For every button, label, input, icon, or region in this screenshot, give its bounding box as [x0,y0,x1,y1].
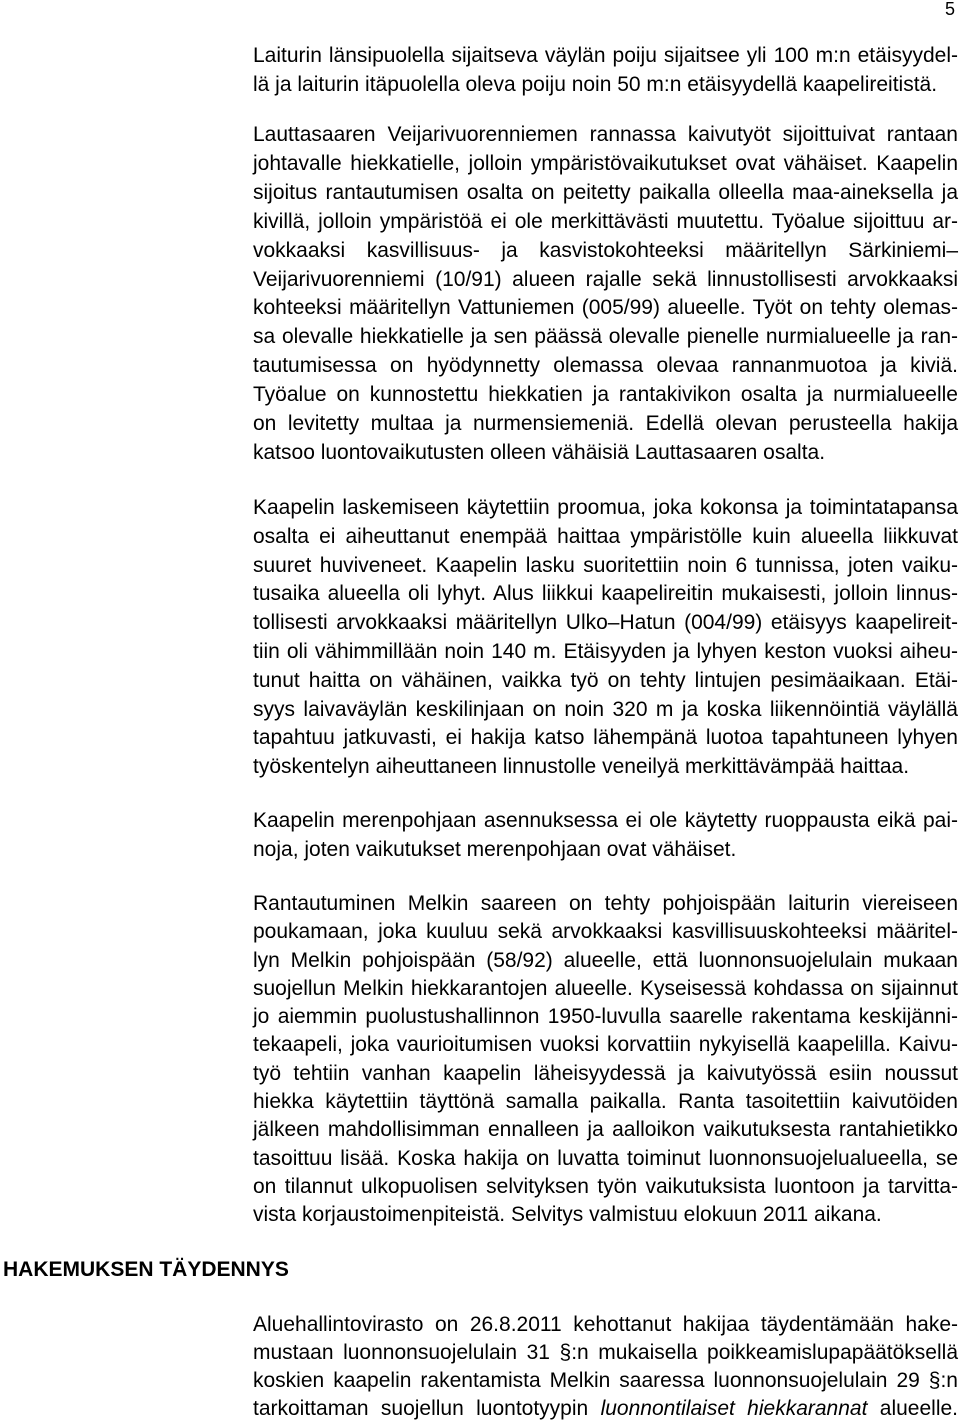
text-line: tautumisessa on hyödynnetty olemassa olevaa rannanmuotoa ja kiviä. [253,354,958,378]
text-line: Laiturin länsipuolella sijaitseva väylän poiju sijaitsee yli 100 m:n etäisyydel- [253,44,958,67]
italic-term: luonnontilaiset hiekkarannat [600,1397,868,1420]
text-line: suuret huviveneet. Kaapelin lasku suoritettiin noin 6 tunnissa, joten vaiku- [253,553,958,577]
page-number: 5 [944,0,955,19]
text-line: sijoitus rantautumisen osalta on peitetty paikalla olleella maa-aineksella ja [253,180,958,204]
text-line: tekaapeli, joka vaurioitumisen vuoksi korvattiin nykyisellä kaapelilla. Kaivu- [253,1033,958,1057]
text-line: katsoo luontovaikutusten olleen vähäisiä Lauttasaaren osalta. [253,440,826,464]
text-line: osalta ei aiheuttanut enempää haittaa ympäristölle kuin alueella liikkuvat [253,524,958,548]
text-line: vista korjaustoimenpiteistä. Selvitys valmistuu elokuun 2011 aikana. [253,1203,882,1227]
text-line: tollisesti arvokkaaksi määritellyn Ulko–Hatun (004/99) etäisyys kaapelireit- [253,611,958,635]
paragraph-supplement-request [253,1311,958,1423]
text-line: Työalue on kunnostettu hiekkatien ja rantakivikon osalta ja nurmialueelle [253,383,958,407]
text-line: vokkaaksi kasvillisuus- ja kasvistokohteeksi määritellyn Särkiniemi– [253,238,958,262]
text-line: tunut haitta on vähäinen, vaikka työ on tehty lintujen pesimäaikaan. Etäi- [253,668,958,692]
text-line: mustaan luonnonsuojelulain 31 §:n mukaisella poikkeamislupapäätöksellä [253,1341,958,1364]
text-line: työskentelyn aiheuttaneen linnustolle veneilyä merkittävämpää haittaa. [253,755,910,779]
text-line: tasoittuu lisää. Koska hakija on luvatta toiminut luonnonsuojelualueella, se [253,1146,958,1170]
section-heading: HAKEMUKSEN TÄYDENNYS [3,1258,289,1281]
text-line: Veijarivuorenniemi (10/91) alueen rajalle sekä linnustollisesti arvokkaaksi [253,267,958,291]
text-line: Aluehallintovirasto on 26.8.2011 kehottanut hakijaa täydentämään hake- [253,1313,958,1336]
text-line: on tilannut ulkopuolisen selvityksen työn vaikutuksista luontoon ja tarvitta- [253,1174,958,1198]
text-line: johtavalle hiekkatielle, jolloin ympäristövaikutukset ovat vähäiset. Kaapelin [253,151,958,175]
text-line: Lauttasaaren Veijarivuorenniemen rannassa kaivutyöt sijoittuivat rantaan [253,123,958,146]
text-segment: alueelle. [867,1397,958,1420]
text-line: hiekka käytettiin täyttönä samalla paikalla. Ranta tasoitettiin kaivutöiden [253,1090,958,1114]
text-line: tusaika alueella oli lyhyt. Alus liikkui kaapelireitin mukaisesti, jolloin linnus- [253,582,958,606]
text-line: sa olevalle hiekkatielle ja sen päässä olevalle pienelle nurmialueelle ja ran- [253,325,958,349]
text-line: syys laivaväylän keskilinjaan on noin 320 m ja koska liikennöintiä väylällä [253,697,958,721]
paragraph-buoy-distances [253,41,958,99]
text-line: lyn Melkin pohjoispään (58/92) alueelle, että luonnonsuojelulain mukaan [253,948,958,972]
text-segment: tarkoittaman suojellun luontotyypin [253,1397,601,1420]
text-line: jälkeen mahdollisimman ennalleen ja aalloikon vaikutuksesta rantahietikko [253,1118,958,1142]
text-line [253,1395,958,1423]
text-line: Rantautuminen Melkin saareen on tehty pohjoispään laiturin viereiseen [253,892,958,915]
text-line: noja, joten vaikutukset merenpohjaan ovat vähäiset. [253,837,737,861]
text-line: Kaapelin merenpohjaan asennuksessa ei ole käytetty ruoppausta eikä pai- [253,809,958,832]
text-line: kohteeksi määritellyn Vattuniemen (005/99) alueelle. Työt on tehty olemas- [253,296,958,320]
paragraph-seabed [253,807,958,865]
text-line: poukamaan, joka kuuluu sekä arvokkaaksi kasvillisuuskohteeksi määritel- [253,920,958,944]
text-line: lä ja laiturin itäpuolella oleva poiju noin 50 m:n etäisyydellä kaapelireitistä. [253,73,938,96]
paragraph-cable-laying [253,494,958,782]
text-line: on levitetty multaa ja nurmensiemeniä. Edellä olevan perusteella hakija [253,412,958,436]
text-line: kivillä, jolloin ympäristöä ei ole merkittävästi muutettu. Työalue sijoittuu ar- [253,209,958,233]
text-line: tiin oli vähimmillään noin 140 m. Etäisyyden ja lyhyen keston vuoksi aiheu- [253,639,958,663]
text-line: suojellun Melkin hiekkarantojen alueelle. Kyseisessä kohdassa on sijainnut [253,976,958,1000]
text-line: työ tehtiin vanhan kaapelin läheisyydessä ja kaivutyössä esiin noussut [253,1061,958,1085]
text-line: koskien kaapelin rakentamista Melkin saaressa luonnonsuojelulain 29 §:n [253,1369,958,1392]
text-line: jo aiemmin puolustushallinnon 1950-luvulla saarelle rakentama keskijänni- [253,1005,958,1029]
paragraph-melkki [253,890,958,1230]
paragraph-lauttasaari [253,121,958,468]
text-line: tapahtuu jatkuvasti, ei hakija katso lähempänä luotoa tapahtuneen lyhyen [253,726,958,750]
text-line: Kaapelin laskemiseen käytettiin proomua, joka kokonsa ja toimintatapansa [253,496,958,519]
